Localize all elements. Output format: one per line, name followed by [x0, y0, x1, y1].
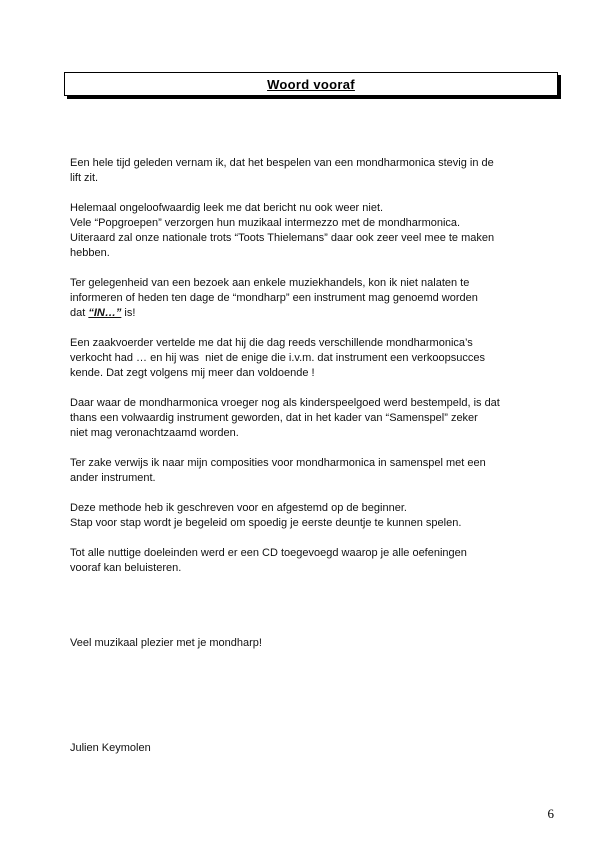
- text-segment: Tot alle nuttige doeleinden werd er een CD toegevoegd waarop je alle oefeningen: [70, 547, 467, 559]
- text-line: [70, 366, 558, 381]
- text-line: [70, 276, 558, 291]
- text-segment: Stap voor stap wordt je begeleid om spoedig je eerste deuntje te kunnen spelen.: [70, 517, 462, 529]
- document-body: [70, 156, 558, 756]
- text-line: [70, 351, 558, 366]
- text-line: [70, 156, 558, 171]
- text-segment: ander instrument.: [70, 472, 156, 484]
- text-line: [70, 246, 558, 261]
- text-segment: niet mag veronachtzaamd worden.: [70, 427, 239, 439]
- text-line: [70, 741, 558, 756]
- text-line: [70, 501, 558, 516]
- text-segment: Daar waar de mondharmonica vroeger nog als kinderspeelgoed werd bestempeld, is dat: [70, 397, 500, 409]
- text-segment: informeren of heden ten dage de “mondharp” een instrument mag genoemd worden: [70, 292, 478, 304]
- paragraph: [70, 336, 558, 381]
- text-line: [70, 636, 558, 651]
- text-segment: thans een volwaardig instrument geworden, dat in het kader van “Samenspel” zeker: [70, 412, 478, 424]
- text-segment: Uiteraard zal onze nationale trots “Toots Thielemans” daar ook zeer veel mee te maken: [70, 232, 495, 244]
- page-title: Woord vooraf: [267, 76, 355, 92]
- text-segment: Julien Keymolen: [70, 742, 151, 754]
- text-line: [70, 411, 558, 426]
- text-line: [70, 561, 558, 576]
- paragraph: [70, 396, 558, 441]
- text-segment: Vele “Popgroepen” verzorgen hun muzikaal intermezzo met de mondharmonica.: [70, 217, 461, 229]
- text-line: [70, 336, 558, 351]
- text-segment: Een zaakvoerder vertelde me dat hij die dag reeds verschillende mondharmonica’s: [70, 337, 473, 349]
- page-number: 6: [547, 806, 554, 821]
- text-line: [70, 546, 558, 561]
- text-line: [70, 516, 558, 531]
- text-line: [70, 456, 558, 471]
- paragraph: [70, 276, 558, 321]
- text-segment: “IN…”: [88, 307, 122, 319]
- title-box: [64, 72, 558, 96]
- text-segment: dat: [70, 307, 89, 319]
- text-segment: vooraf kan beluisteren.: [70, 562, 182, 574]
- text-line: [70, 306, 558, 321]
- text-segment: Een hele tijd geleden vernam ik, dat het bespelen van een mondharmonica stevig in de: [70, 157, 494, 169]
- text-segment: hebben.: [70, 247, 110, 259]
- text-segment: Veel muzikaal plezier met je mondharp!: [70, 637, 262, 649]
- text-segment: verkocht had … en hij was niet de enige die i.v.m. dat instrument een verkoopsucces: [70, 352, 485, 364]
- text-line: [70, 396, 558, 411]
- paragraph: [70, 741, 558, 756]
- paragraph: [70, 156, 558, 186]
- paragraph: [70, 456, 558, 486]
- paragraph: [70, 546, 558, 576]
- text-segment: lift zit.: [70, 172, 99, 184]
- text-segment: Deze methode heb ik geschreven voor en afgestemd op de beginner.: [70, 502, 407, 514]
- paragraph: [70, 501, 558, 531]
- text-line: [70, 231, 558, 246]
- text-segment: Ter gelegenheid van een bezoek aan enkele muziekhandels, kon ik niet nalaten te: [70, 277, 470, 289]
- text-line: [70, 426, 558, 441]
- text-line: [70, 291, 558, 306]
- text-line: [70, 216, 558, 231]
- text-segment: is!: [121, 307, 136, 319]
- text-line: [70, 201, 558, 216]
- text-line: [70, 471, 558, 486]
- text-line: [70, 171, 558, 186]
- text-segment: Helemaal ongeloofwaardig leek me dat bericht nu ook weer niet.: [70, 202, 384, 214]
- text-segment: Ter zake verwijs ik naar mijn composities voor mondharmonica in samenspel met een: [70, 457, 486, 469]
- text-segment: kende. Dat zegt volgens mij meer dan voldoende !: [70, 367, 315, 379]
- paragraph: [70, 201, 558, 261]
- paragraph: [70, 636, 558, 651]
